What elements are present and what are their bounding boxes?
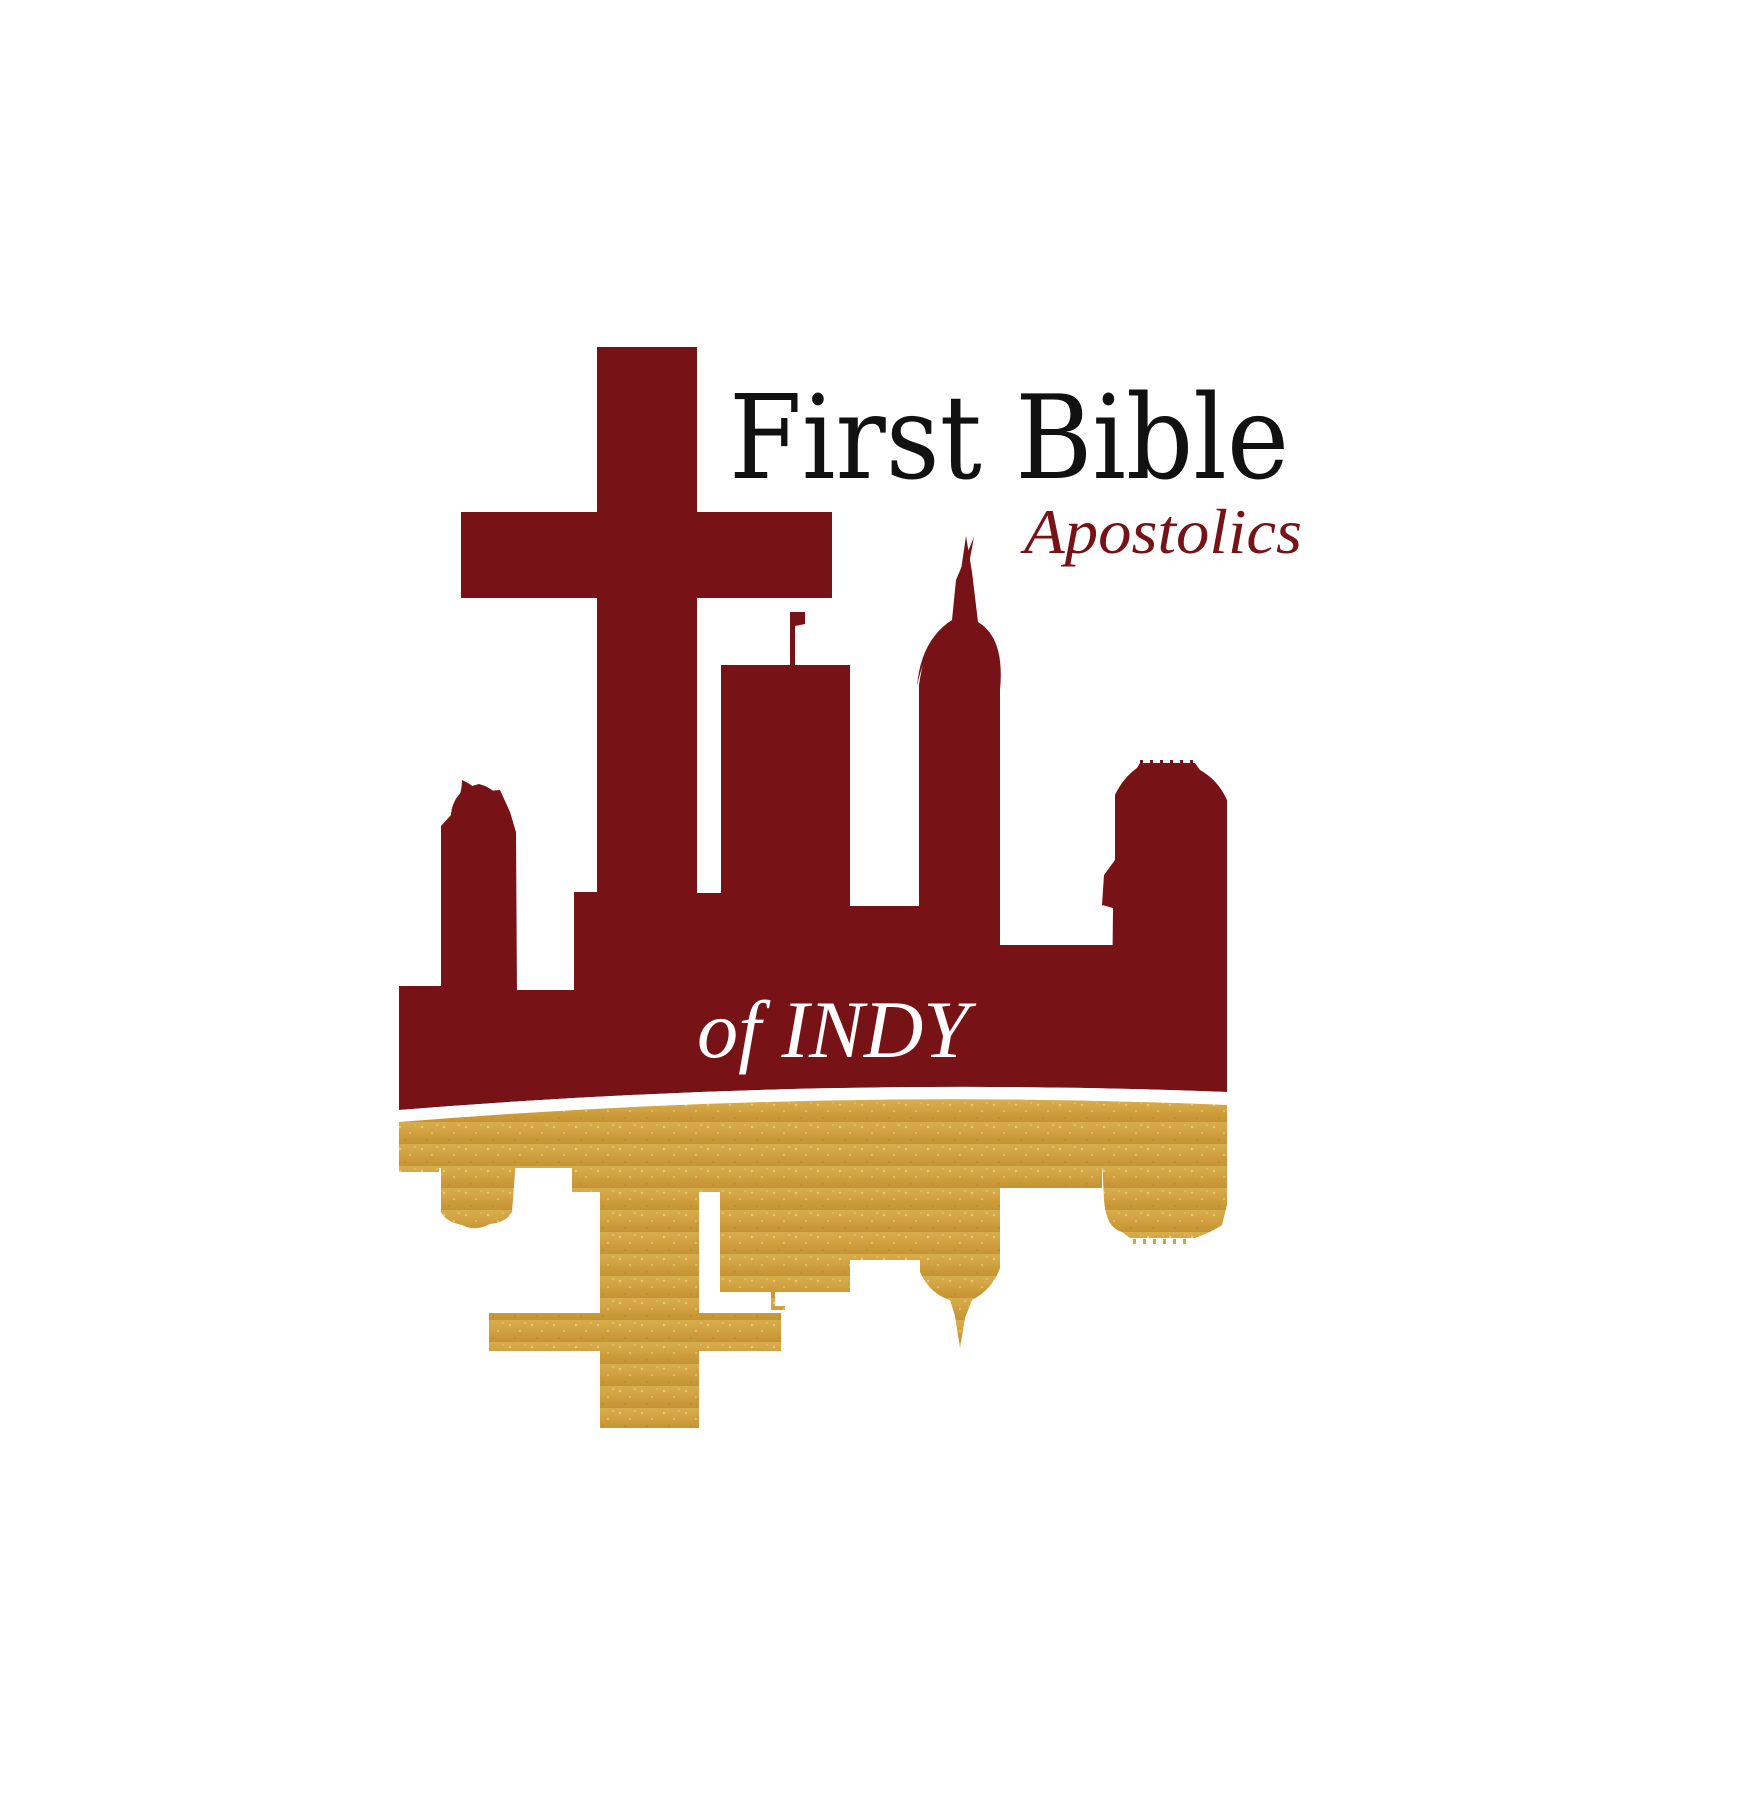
skyline-reflection [399, 1099, 1227, 1428]
logo-title: First Bible [729, 371, 1289, 506]
logo-location: of INDY [697, 984, 977, 1075]
logo-subtitle: Apostolics [1019, 496, 1302, 567]
